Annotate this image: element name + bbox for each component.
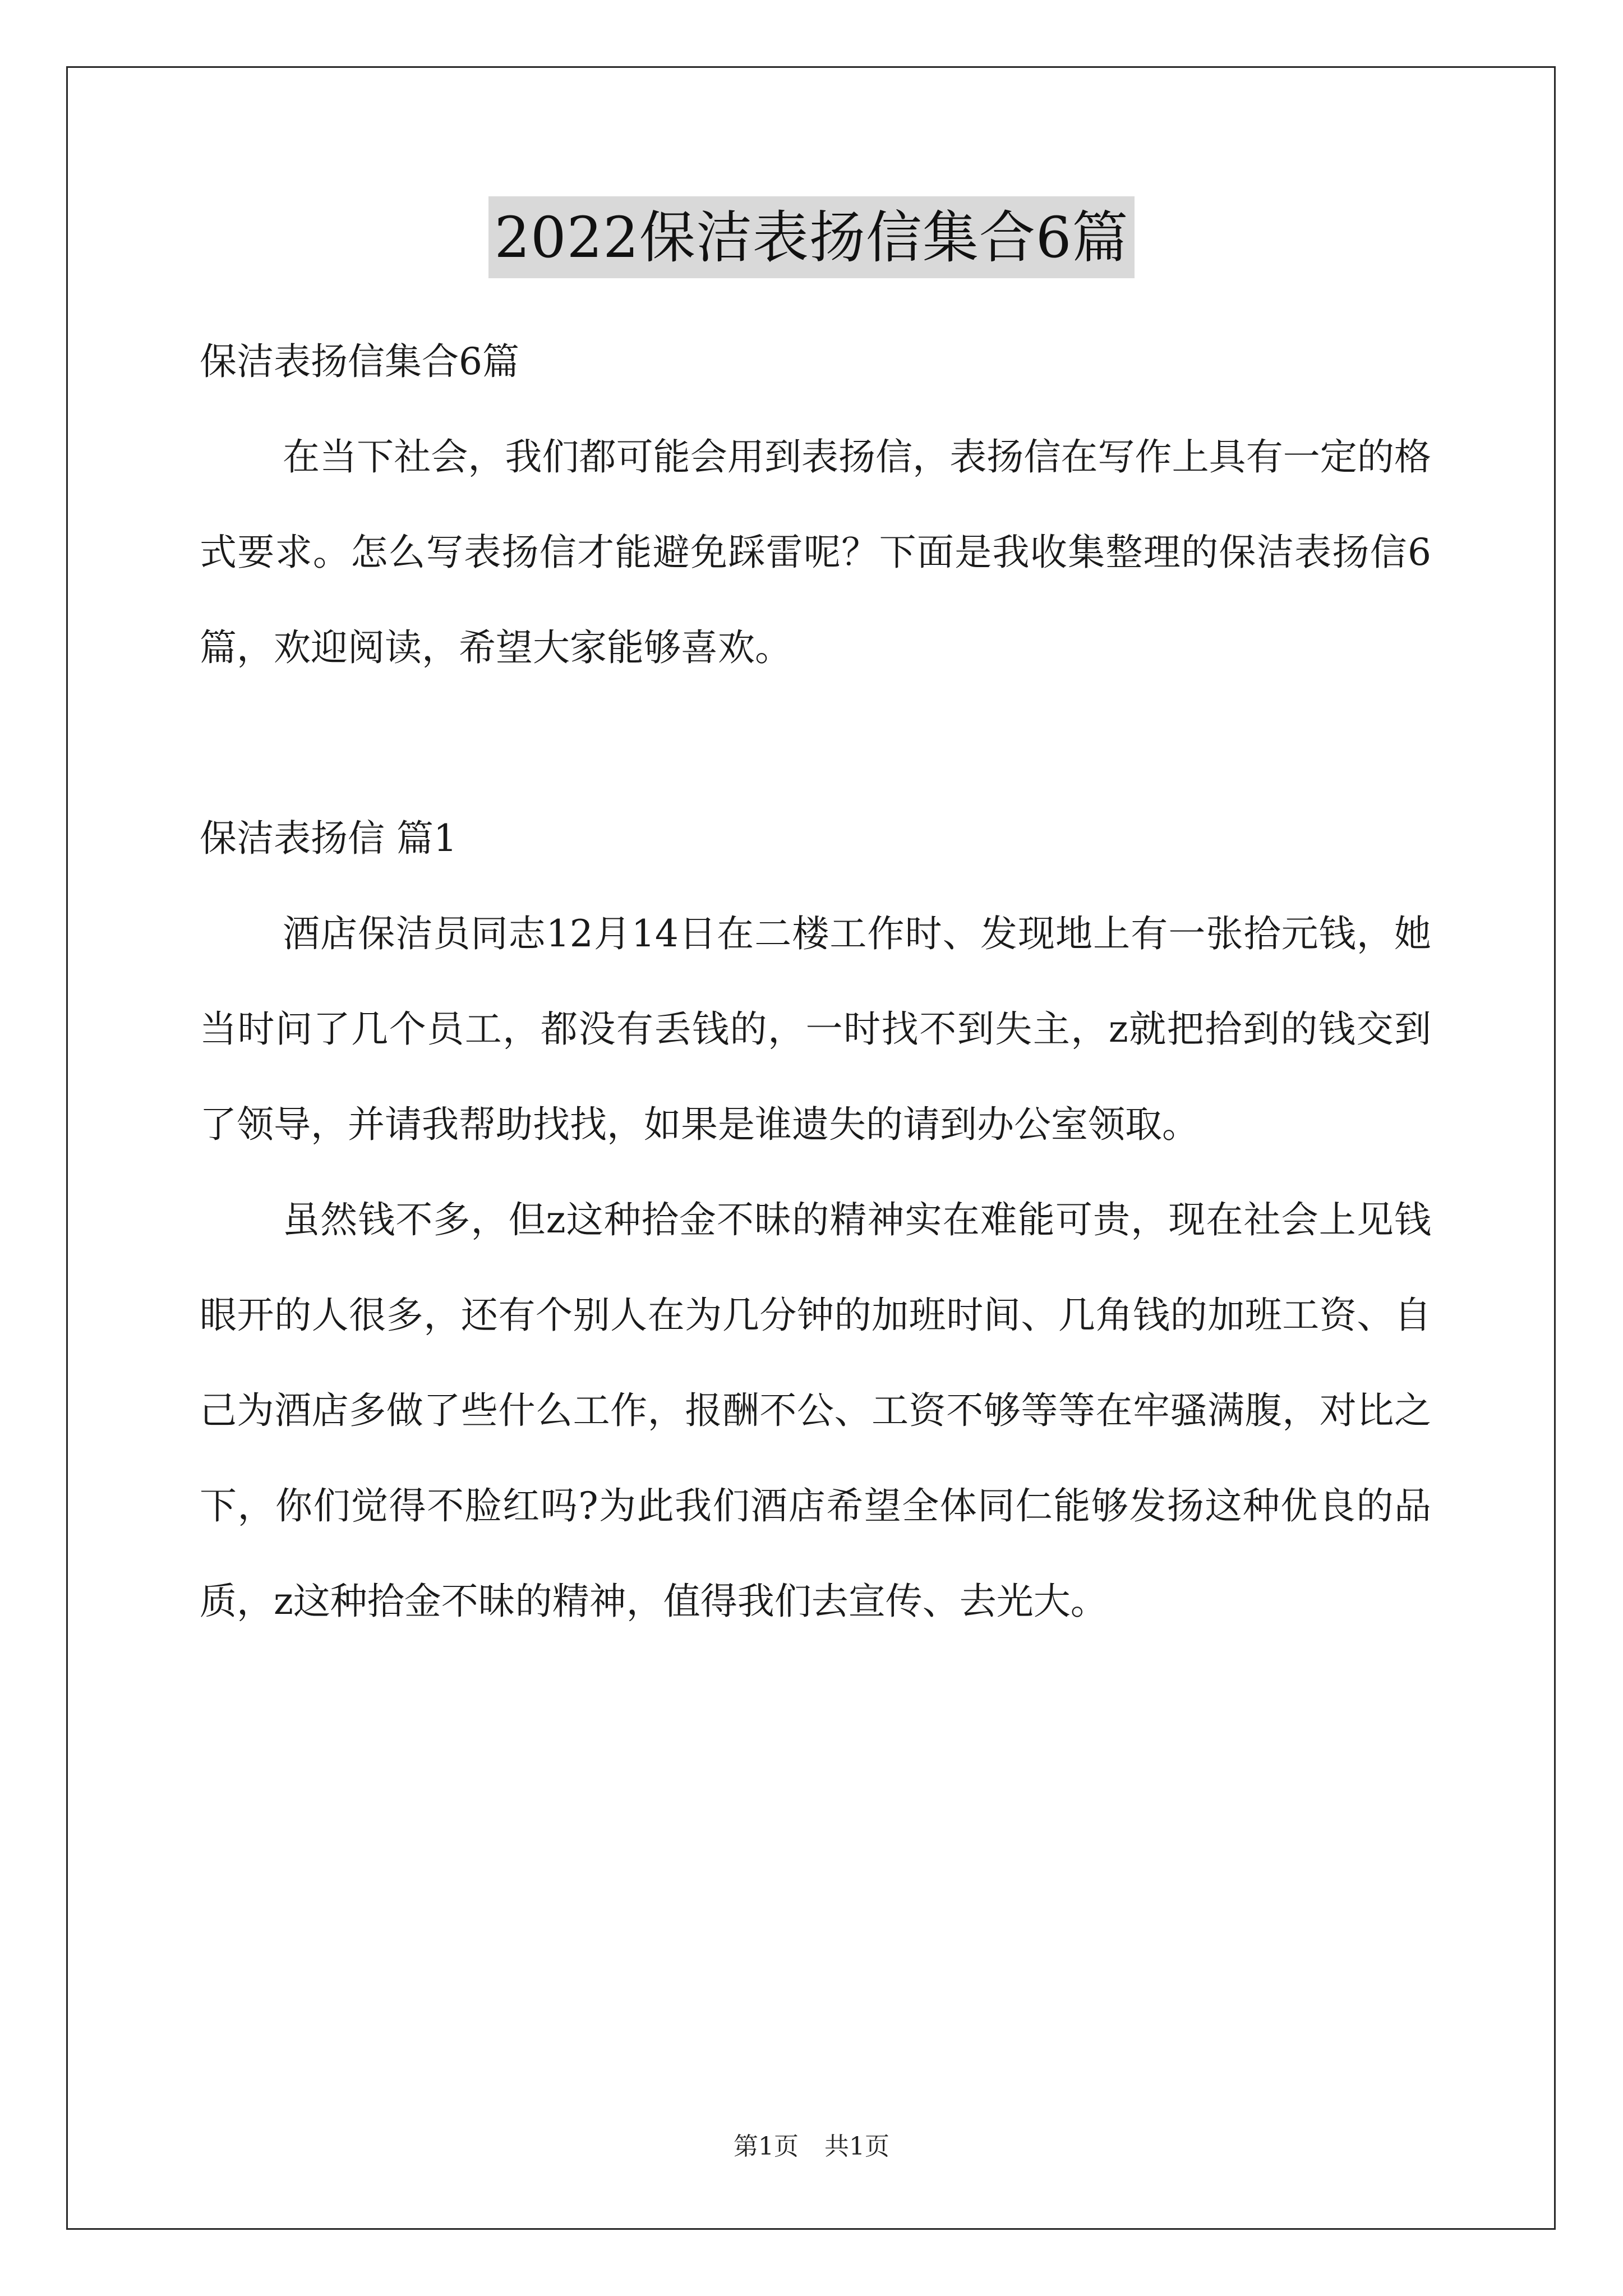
page-footer bbox=[0, 2126, 1623, 2162]
document-body bbox=[200, 314, 1431, 1649]
page-number: 第1页 bbox=[734, 2132, 799, 2161]
intro-paragraph: 在当下社会，我们都可能会用到表扬信，表扬信在写作上具有一定的格式要求。怎么写表扬信才能避免踩雷呢？下面是我收集整理的保洁表扬信6篇，欢迎阅读，希望大家能够喜欢。 bbox=[200, 435, 1431, 669]
section-spacer bbox=[200, 696, 1431, 791]
body-paragraph: 虽然钱不多，但z这种拾金不昧的精神实在难能可贵，现在社会上见钱眼开的人很多，还有个别人在为几分钟的加班时间、几角钱的加班工资、自己为酒店多做了些什么工作，报酬不公、工资不够等等在牢骚满腹，对比之下，你们觉得不脸红吗?为此我们酒店希望全体同仁能够发扬这种优良的品质，z这种拾金不昧的精神，值得我们去宣传、去光大。 bbox=[200, 1198, 1431, 1623]
page-total: 共1页 bbox=[824, 2132, 889, 2161]
document-subtitle: 保洁表扬信集合6篇 bbox=[200, 340, 519, 383]
document-title: 2022保洁表扬信集合6篇 bbox=[488, 196, 1134, 278]
body-paragraph: 酒店保洁员同志12月14日在二楼工作时、发现地上有一张拾元钱，她当时问了几个员工，都没有丢钱的，一时找不到失主，z就把拾到的钱交到了领导，并请我帮助找找，如果是谁遗失的请到办公室领取。 bbox=[200, 912, 1431, 1146]
title-container bbox=[0, 196, 1623, 278]
section-heading: 保洁表扬信 篇1 bbox=[200, 817, 457, 860]
